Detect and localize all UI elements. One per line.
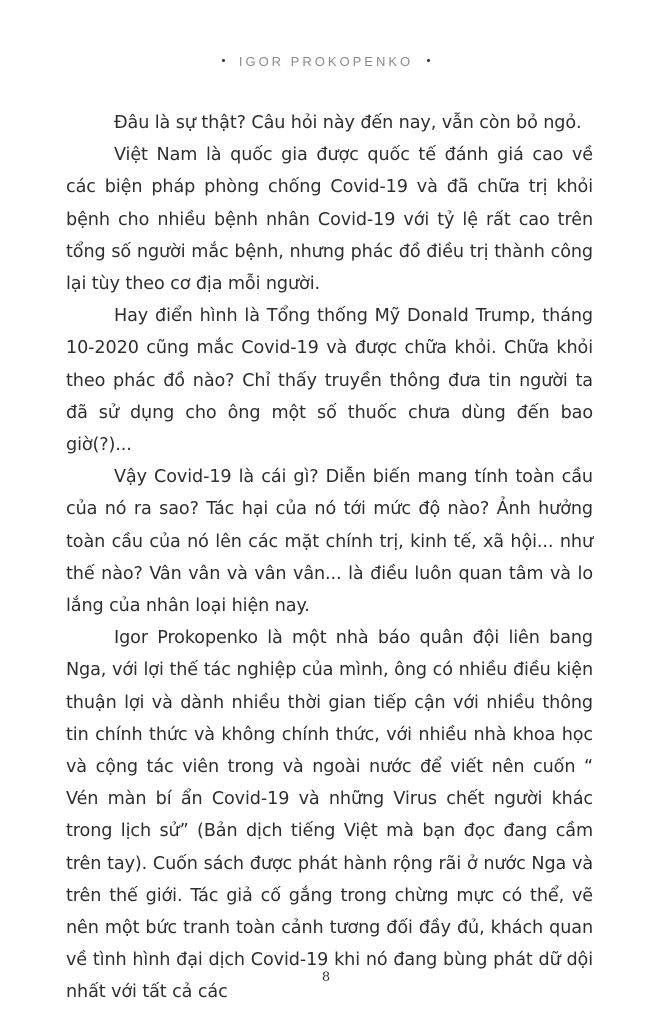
paragraph: Hay điển hình là Tổng thống Mỹ Donald Trump, tháng 10-2020 cũng mắc Covid-19 và được chữa khỏi. Chữa khỏi theo phác đồ nào? Chỉ thấy truyền thông đưa tin người ta đã sử dụng cho ông một số thuốc chưa dùng đến bao giờ(?)... xyxy=(66,306,593,456)
paragraph: Việt Nam là quốc gia được quốc tế đánh giá cao về các biện pháp phòng chống Covid-19 và đã chữa trị khỏi bệnh cho nhiều bệnh nhân Covid-19 với tỷ lệ rất cao trên tổng số người mắc bệnh, nhưng phác đồ điều trị thành công lại tùy theo cơ địa mỗi người. xyxy=(66,145,593,295)
paragraph: Igor Prokopenko là một nhà báo quân đội liên bang Nga, với lợi thế tác nghiệp của mình, ông có nhiều điều kiện thuận lợi và dành nhiều thời gian tiếp cận với nhiều thông tin chính thức và không chính thức, với nhiều nhà khoa học và cộng tác viên trong và ngoài nước để viết nên cuốn “ Vén màn bí ẩn Covid-19 và những Virus chết người khác trong lịch sử” (Bản dịch tiếng Việt mà bạn đọc đang cầm trên tay). Cuốn sách được phát hành rộng rãi ở nước Nga và trên thế giới. Tác giả cố gắng trong chừng mực có thể, vẽ nên một bức tranh toàn cảnh tương đối đầy đủ, khách quan về tình hình đại dịch Covid-19 khi nó đang bùng phát dữ dội nhất với tất cả các xyxy=(66,628,593,1003)
paragraph: Vậy Covid-19 là cái gì? Diễn biến mang tính toàn cầu của nó ra sao? Tác hại của nó tới mức độ nào? Ảnh hưởng toàn cầu của nó lên các mặt chính trị, kinh tế, xã hội... như thế nào? Vân vân và vân vân... là điều luôn quan tâm và lo lắng của nhân loại hiện nay. xyxy=(66,467,593,617)
paragraph: Đâu là sự thật? Câu hỏi này đến nay, vẫn còn bỏ ngỏ. xyxy=(114,113,582,133)
running-title: IGOR PROKOPENKO xyxy=(238,54,414,69)
page-number: 8 xyxy=(321,970,331,985)
bullet-dot-icon xyxy=(427,59,430,62)
running-header xyxy=(0,54,652,69)
page-body xyxy=(66,107,593,1009)
bullet-dot-icon xyxy=(222,59,225,62)
